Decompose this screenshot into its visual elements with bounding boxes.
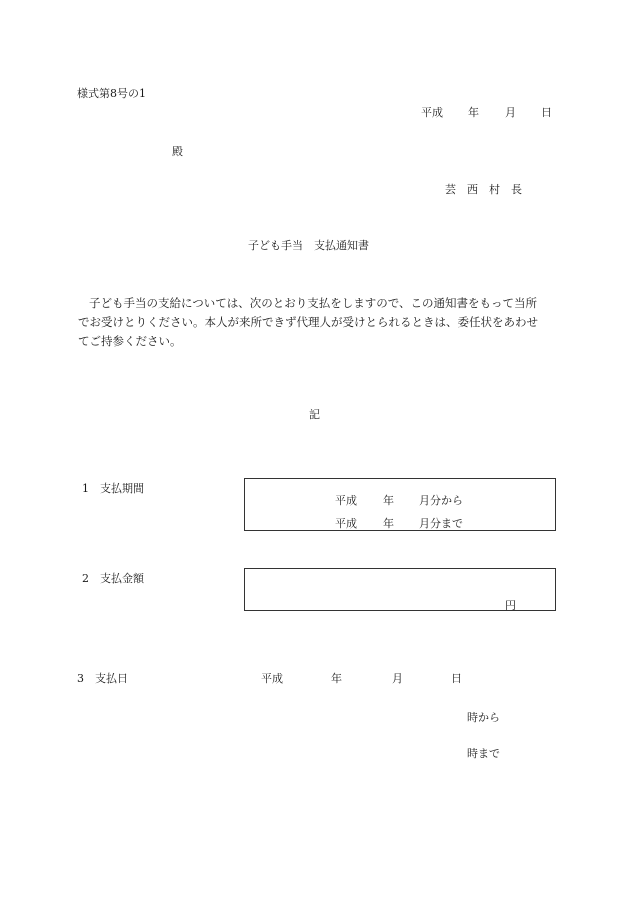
- amount-unit: 円: [505, 599, 516, 612]
- issuer: 芸 西 村 長: [445, 183, 522, 196]
- body-line: 子ども手当の支給については、次のとおり支払をしますので、この通知書をもって当所: [89, 296, 538, 310]
- pay-date-year: 年: [331, 672, 342, 685]
- date-year: 年: [468, 106, 479, 119]
- pay-date-era: 平成: [261, 672, 283, 685]
- pay-date-label: 3 支払日: [77, 672, 128, 685]
- recipient-suffix: 殿: [172, 145, 183, 158]
- period-from-suffix: 月分から: [419, 494, 463, 507]
- document-title: 子ども手当 支払通知書: [248, 239, 369, 252]
- pay-time-to: 時まで: [467, 747, 500, 760]
- date-era: 平成: [421, 106, 443, 119]
- date-day: 日: [541, 106, 552, 119]
- period-from-year: 年: [383, 494, 394, 507]
- amount-label: 2 支払金額: [82, 572, 144, 585]
- notice-body: [78, 294, 558, 351]
- date-month: 月: [505, 106, 516, 119]
- period-from-era: 平成: [335, 494, 357, 507]
- form-number: 様式第8号の1: [77, 87, 146, 100]
- period-to-suffix: 月分まで: [419, 517, 463, 530]
- body-line: てご持参ください。: [78, 334, 182, 348]
- period-box: [244, 478, 556, 531]
- body-line: でお受けとりください。本人が来所できず代理人が受けとられるときは、委任状をあわせ: [78, 315, 538, 329]
- pay-date-month: 月: [392, 672, 403, 685]
- period-label: 1 支払期間: [82, 482, 144, 495]
- period-to-year: 年: [383, 517, 394, 530]
- ki-marker: 記: [309, 408, 320, 421]
- period-to-era: 平成: [335, 517, 357, 530]
- pay-time-from: 時から: [467, 711, 500, 724]
- pay-date-day: 日: [451, 672, 462, 685]
